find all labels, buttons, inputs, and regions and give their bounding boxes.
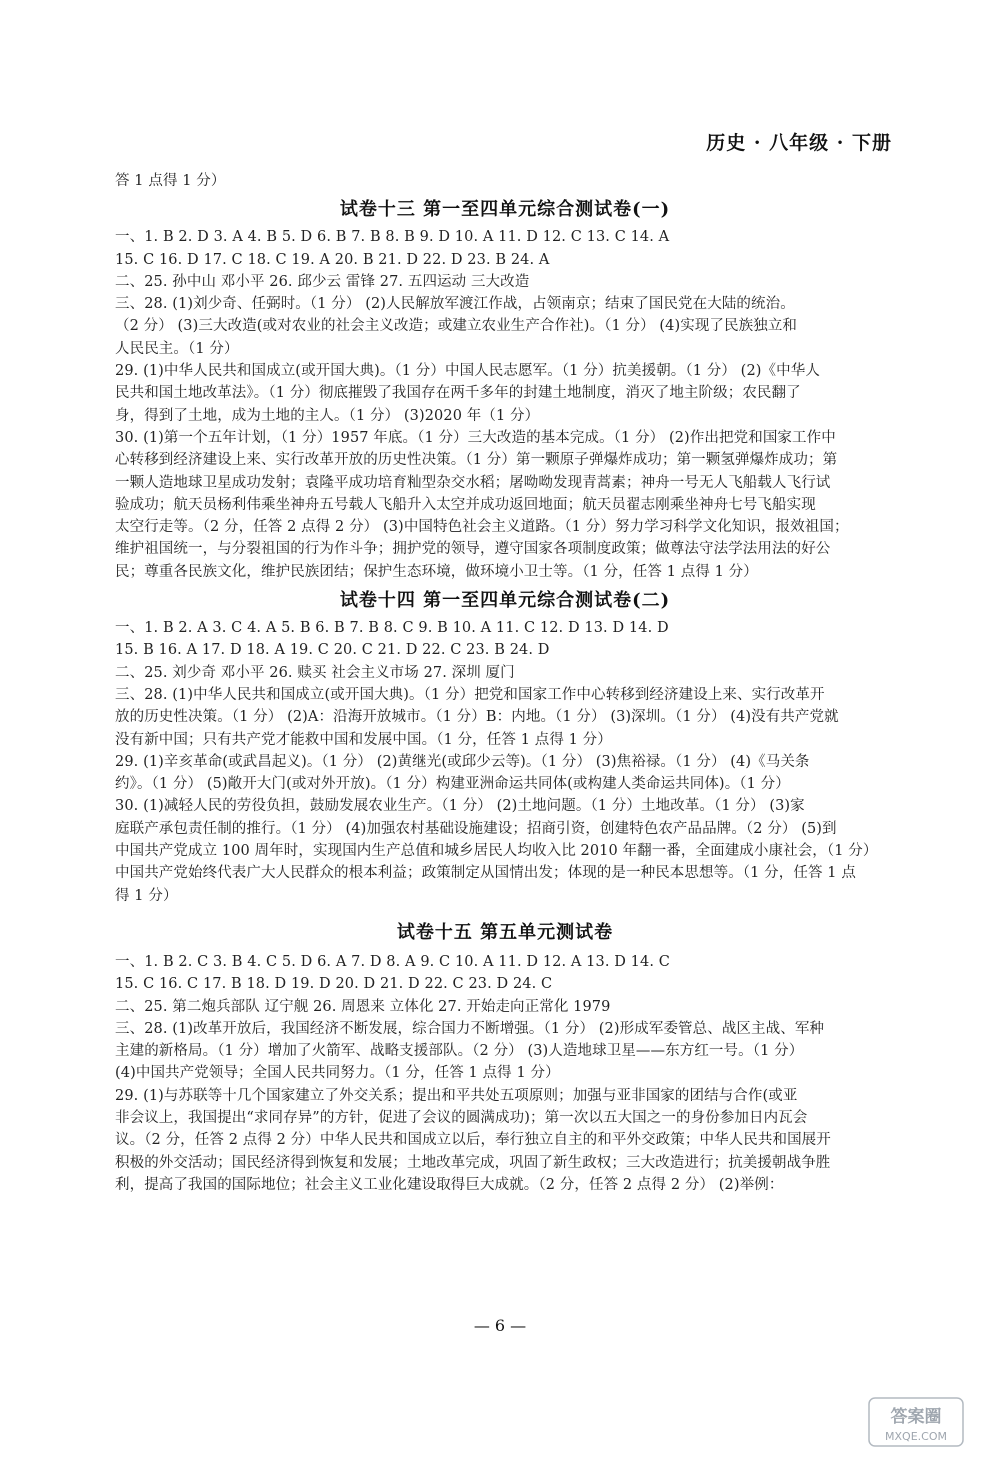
answer-line: 约》。（1 分） (5)敞开大门(或对外开放)。（1 分）构建亚洲命运共同体(或构建人类命运共同体)。（1 分） bbox=[115, 776, 790, 793]
answer-line: 人民民主。（1 分） bbox=[115, 340, 239, 357]
section-title-15: 试卷十五 第五单元测试卷 bbox=[396, 921, 614, 943]
answer-line: 太空行走等。（2 分，任答 2 点得 2 分） (3)中国特色社会主义道路。（1 分）努力学习科学文化知识，报效祖国； bbox=[115, 519, 849, 536]
answer-line: (4)中国共产党领导；全国人民共同努力。（1 分，任答 1 点得 1 分） bbox=[115, 1065, 560, 1082]
answer-line: 中国共产党成立 100 周年时，实现国内生产总值和城乡居民人均收入比 2010 年翻一番，全面建成小康社会，（1 分） bbox=[115, 843, 878, 860]
answer-line: 二、25. 第二炮兵部队 辽宁舰 26. 周恩来 立体化 27. 开始走向正常化 1979 bbox=[115, 998, 611, 1015]
answer-line: 庭联产承包责任制的推行。（1 分） (4)加强农村基础设施建设；招商引资，创建特色农产品品牌。（2 分） (5)到 bbox=[115, 820, 837, 837]
section-body-15 bbox=[115, 951, 895, 1196]
answer-content bbox=[115, 170, 895, 1196]
answer-line: 一、1. B 2. C 3. B 4. C 5. D 6. A 7. D 8. A 9. C 10. A 11. D 12. A 13. D 14. C bbox=[115, 953, 670, 970]
answer-line: 二、25. 刘少奇 邓小平 26. 赎买 社会主义市场 27. 深圳 厦门 bbox=[115, 664, 515, 681]
answer-line: 一颗人造地球卫星成功发射；袁隆平成功培育籼型杂交水稻；屠呦呦发现青蒿素；神舟一号无人飞船载人飞行试 bbox=[115, 474, 831, 491]
answer-line: 心转移到经济建设上来、实行改革开放的历史性决策。（1 分）第一颗原子弹爆炸成功；第一颗氢弹爆炸成功；第 bbox=[115, 452, 838, 469]
answer-line: 验成功；航天员杨利伟乘坐神舟五号载人飞船升入太空并成功返回地面；航天员翟志刚乘坐神舟七号飞船实现 bbox=[115, 496, 816, 513]
answer-line: 30. (1)第一个五年计划，（1 分）1957 年底。（1 分）三大改造的基本完成。（1 分） (2)作出把党和国家工作中 bbox=[115, 429, 836, 446]
answer-line: 29. (1)辛亥革命(或武昌起义)。（1 分） (2)黄继光(或邱少云等)。（1 分） (3)焦裕禄。（1 分） (4)《马关条 bbox=[115, 753, 810, 770]
answer-line: 15. C 16. D 17. C 18. C 19. A 20. B 21. D 22. D 23. B 24. A bbox=[115, 251, 550, 268]
answer-line: 非会议上，我国提出“求同存异”的方针，促进了会议的圆满成功)；第一次以五大国之一的身份参加日内瓦会 bbox=[115, 1109, 808, 1126]
answer-line: 一、1. B 2. A 3. C 4. A 5. B 6. B 7. B 8. C 9. B 10. A 11. C 12. D 13. D 14. D bbox=[115, 620, 669, 637]
answer-line: 民共和国土地改革法》。（1 分）彻底摧毁了我国存在两千多年的封建土地制度，消灭了地主阶级；农民翻了 bbox=[115, 385, 801, 402]
answer-line: 议。（2 分，任答 2 点得 2 分）中华人民共和国成立以后，奉行独立自主的和平外交政策；中华人民共和国展开 bbox=[115, 1132, 831, 1149]
watermark-logo bbox=[868, 1397, 964, 1447]
section-body-13 bbox=[115, 226, 895, 583]
section-body-14 bbox=[115, 617, 895, 907]
answer-line: 得 1 分） bbox=[115, 887, 178, 904]
answer-line: 中国共产党始终代表广大人民群众的根本利益；政策制定从国情出发；体现的是一种民本思想等。（1 分，任答 1 点 bbox=[115, 865, 856, 882]
answer-line: 29. (1)中华人民共和国成立(或开国大典)。（1 分）中国人民志愿军。（1 分）抗美援朝。（1 分） (2)《中华人 bbox=[115, 363, 820, 380]
answer-line: 放的历史性决策。（1 分） (2)A：沿海开放城市。（1 分）B：内地。（1 分） (3)深圳。（1 分） (4)没有共产党就 bbox=[115, 709, 839, 726]
section-title-13: 试卷十三 第一至四单元综合测试卷(一) bbox=[339, 199, 671, 221]
answer-line: 二、25. 孙中山 邓小平 26. 邱少云 雷锋 27. 五四运动 三大改造 bbox=[115, 273, 530, 290]
answer-line: （2 分） (3)三大改造(或对农业的社会主义改造；或建立农业生产合作社)。（1 分） (4)实现了民族独立和 bbox=[115, 318, 798, 335]
answer-line: 积极的外交活动；国民经济得到恢复和发展；土地改革完成，巩固了新生政权；三大改造进行；抗美援朝战争胜 bbox=[115, 1154, 831, 1171]
watermark-text: 答案圈 bbox=[890, 1407, 942, 1427]
page-number: — 6 — bbox=[473, 1316, 527, 1335]
answer-line: 利，提高了我国的国际地位；社会主义工业化建设取得巨大成就。（2 分，任答 2 点得 2 分） (2)举例： bbox=[115, 1176, 784, 1193]
answer-line: 30. (1)减轻人民的劳役负担，鼓励发展农业生产。（1 分） (2)土地问题。（1 分）土地改革。（1 分） (3)家 bbox=[115, 798, 805, 815]
answer-line: 没有新中国；只有共产党才能救中国和发展中国。（1 分，任答 1 点得 1 分） bbox=[115, 731, 612, 748]
answer-line: 身，得到了土地，成为土地的主人。（1 分） (3)2020 年（1 分） bbox=[115, 407, 540, 424]
answer-line: 29. (1)与苏联等十几个国家建立了外交关系；提出和平共处五项原则；加强与亚非国家的团结与合作(或亚 bbox=[115, 1087, 798, 1104]
watermark-domain: MXQE.COM bbox=[885, 1430, 947, 1443]
answer-line: 三、28. (1)刘少奇、任弼时。（1 分） (2)人民解放军渡江作战，占领南京；结束了国民党在大陆的统治。 bbox=[115, 296, 795, 313]
answer-line: 主建的新格局。（1 分）增加了火箭军、战略支援部队。（2 分） (3)人造地球卫星——东方红一号。（1 分） bbox=[115, 1043, 804, 1060]
section-title-14: 试卷十四 第一至四单元综合测试卷(二) bbox=[339, 590, 671, 612]
answer-line: 三、28. (1)中华人民共和国成立(或开国大典)。（1 分）把党和国家工作中心转移到经济建设上来、实行改革开 bbox=[115, 686, 825, 703]
answer-line: 民；尊重各民族文化，维护民族团结；保护生态环境，做环境小卫士等。（1 分，任答 1 点得 1 分） bbox=[115, 563, 758, 580]
page-header-title: 历史 · 八年级 · 下册 bbox=[706, 132, 892, 154]
answer-line: 15. C 16. C 17. B 18. D 19. D 20. D 21. D 22. C 23. D 24. C bbox=[115, 976, 553, 993]
answer-line: 一、1. B 2. D 3. A 4. B 5. D 6. B 7. B 8. B 9. D 10. A 11. D 12. C 13. C 14. A bbox=[115, 229, 670, 246]
answer-line: 维护祖国统一，与分裂祖国的行为作斗争；拥护党的领导，遵守国家各项制度政策；做尊法守法学法用法的好公 bbox=[115, 541, 831, 558]
intro-line: 答 1 点得 1 分） bbox=[115, 173, 226, 189]
answer-line: 三、28. (1)改革开放后，我国经济不断发展，综合国力不断增强。（1 分） (2)形成军委管总、战区主战、军种 bbox=[115, 1020, 825, 1037]
answer-line: 15. B 16. A 17. D 18. A 19. C 20. C 21. D 22. C 23. B 24. D bbox=[115, 642, 550, 659]
